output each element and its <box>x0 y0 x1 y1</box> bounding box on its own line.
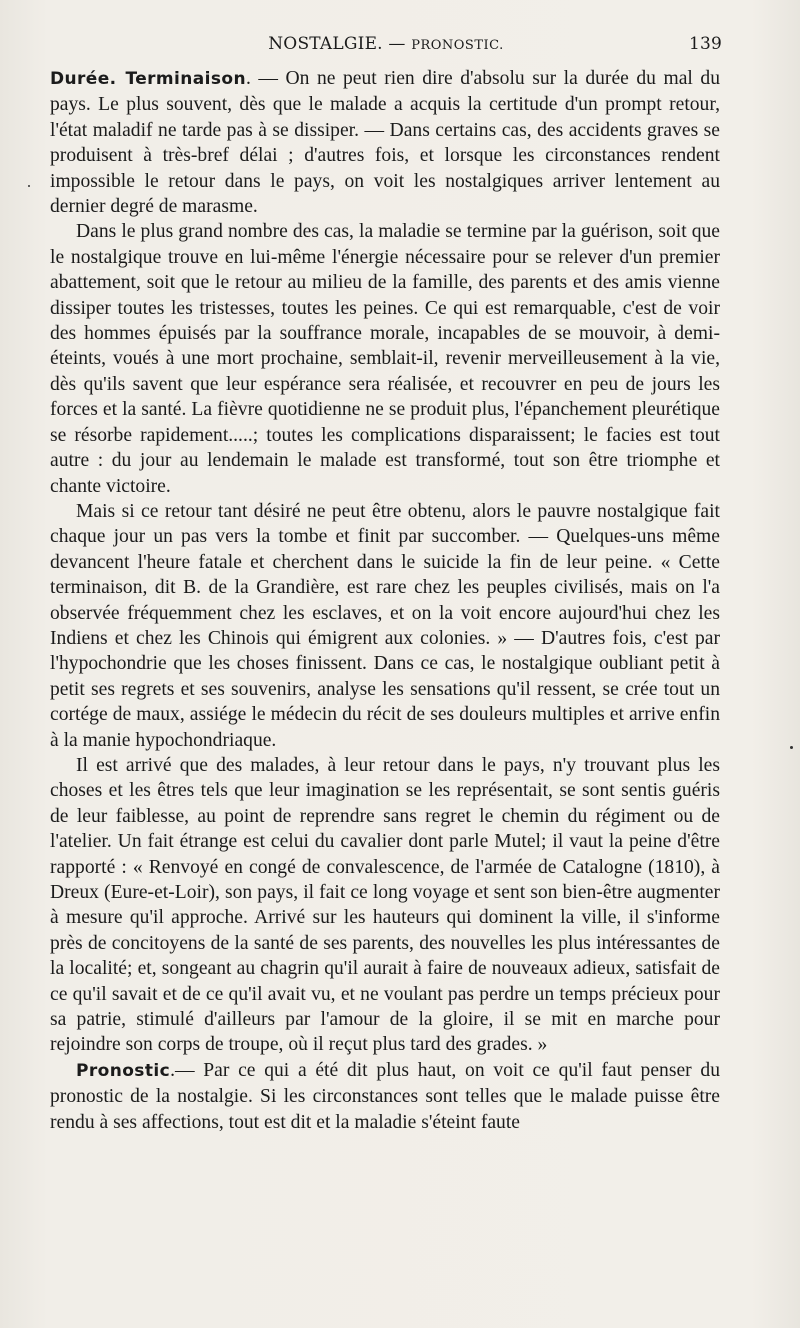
paragraph-cavalier <box>50 753 720 1058</box>
page-number: 139 <box>688 34 722 54</box>
section-heading-pronostic: Pronostic <box>76 1060 171 1081</box>
paragraph-text: Mais si ce retour tant désiré ne peut être obtenu, alors le pauvre nostalgique fait chaque jour un pas vers la tombe et finit par succomber. — Quelques-uns même devancent l'heure fatale et cherchent dans le suicide la fin de leur peine. « Cette terminaison, dit B. de la Grandière, est rare chez les peuples civilisés, mais on l'a observée fréquemment chez les esclaves, et on la voit encore aujourd'hui chez les Indiens et chez les Chinois qui émigrent aux colonies. » — D'autres fois, c'est par l'hypochondrie que les choses finissent. Dans ce cas, le nostalgique oubliant petit à petit ses regrets et ses souvenirs, analyse les sensations qu'il ressent, se crée tout un cortége de maux, assiége le médecin du récit de ses douleurs multiples et arrive enfin à la manie hypochondriaque. <box>50 500 720 751</box>
paragraph-text: .— Par ce qui a été dit plus haut, on voit ce qu'il faut penser du pronostic de la nostalgie. Si les circonstances sont telles que le malade puisse être rendu à ses affections, tout est dit et la maladie s'éteint faute <box>50 1059 720 1133</box>
running-title-subtitle: PRONOSTIC. <box>411 38 504 53</box>
print-speck <box>790 746 793 749</box>
running-header <box>50 34 722 58</box>
paragraph-duree <box>50 66 720 219</box>
paragraph-text: Il est arrivé que des malades, à leur retour dans le pays, n'y trouvant plus les choses et les êtres tels que leur imagination se les représentait, se sont sentis guéris de leur faiblesse, au point de reprendre sans regret le chemin du régiment ou de l'atelier. Un fait étrange est celui du cavalier dont parle Mutel; il vaut la peine d'être rapporté : « Renvoyé en congé de convalescence, de l'armée de Catalogne (1810), à Dreux (Eure-et-Loir), son pays, il fait ce long voyage et sent son bien-être augmenter à mesure qu'il approche. Arrivé sur les hauteurs qui dominent la ville, il s'informe près de concitoyens de la santé de ses parents, des nouvelles les plus intéressantes de la localité; et, songeant au chagrin qu'il aurait à faire de nouveaux adieux, satisfait de ce qu'il savait et de ce qu'il avait vu, et ne voulant pas perdre un temps précieux pour sa patrie, stimulé d'ailleurs par l'amour de la gloire, il se mit en marche pour rejoindre son corps de troupe, où il reçut plus tard des grades. » <box>50 754 720 1056</box>
paragraph-pronostic <box>50 1058 720 1135</box>
running-title-main: NOSTALGIE. <box>268 34 383 54</box>
running-title-separator: — <box>388 34 406 54</box>
paragraph-guerison <box>50 219 720 498</box>
paragraph-retour <box>50 499 720 753</box>
paragraph-text: Dans le plus grand nombre des cas, la maladie se termine par la guérison, soit que le nostalgique trouve en lui-même l'énergie nécessaire pour se relever d'un premier abattement, soit que le retour au milieu de la famille, des parents et des amis vienne dissiper toutes les tristesses, toutes les peines. Ce qui est remarquable, c'est de voir des hommes épuisés par la souffrance morale, incapables de se mouvoir, à demi-éteints, voués à une mort prochaine, semblait-il, revenir merveilleusement à la vie, dès qu'ils savent que leur espérance sera réalisée, et recouvrer en peu de jours les forces et la santé. La fièvre quotidienne ne se produit plus, l'épanchement pleurétique se résorbe rapidement.....; toutes les complications disparaissent; le facies est tout autre : du jour au lendemain le malade est transformé, tout son être triomphe et chante victoire. <box>50 221 720 497</box>
section-heading-duree: Durée. Terminaison <box>50 69 246 89</box>
running-title <box>50 34 722 54</box>
print-speck <box>28 185 30 187</box>
body-text <box>50 66 720 1135</box>
paragraph-text: . — On ne peut rien dire d'absolu sur la durée du mal du pays. Le plus souvent, dès que le malade a acquis la certitude d'un prompt retour, l'état maladif ne tarde pas à se dissiper. — Dans certains cas, des accidents graves se produisent à très-bref délai ; d'autres fois, et lorsque les circonstances rendent impossible le retour dans le pays, on voit les nostalgiques arriver lentement au dernier degré de marasme. <box>50 68 720 218</box>
